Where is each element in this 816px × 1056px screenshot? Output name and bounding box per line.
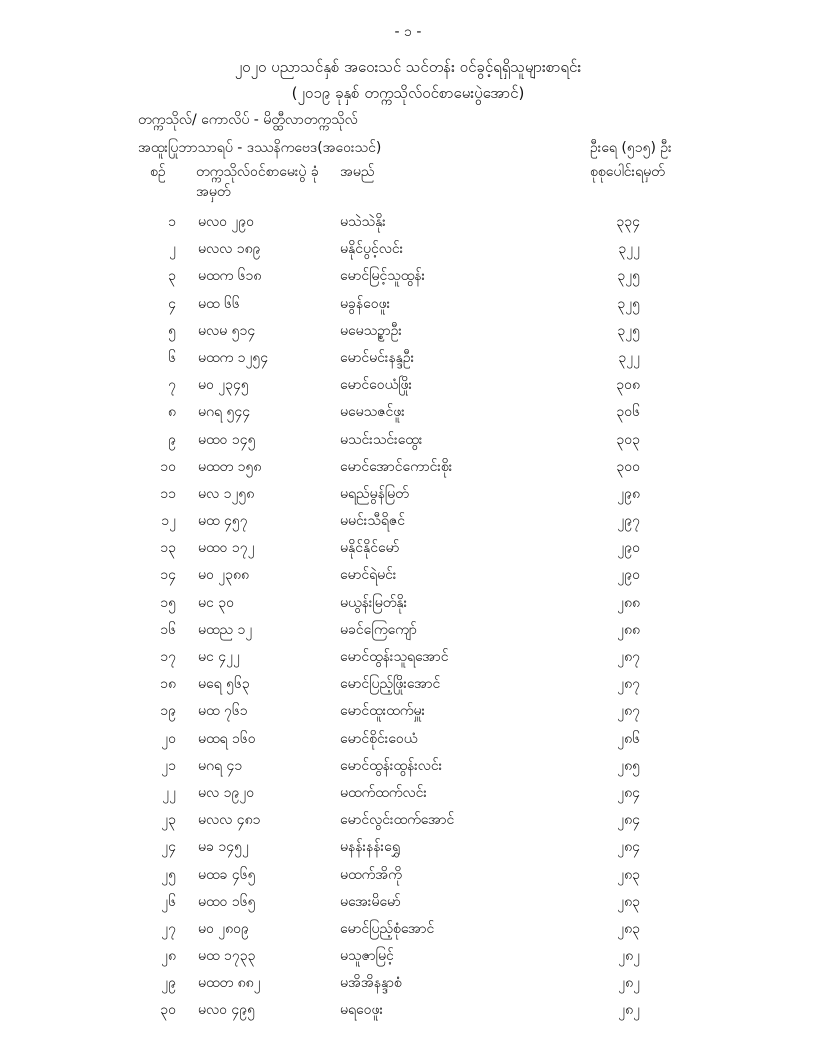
row-name: မအိအိနန္ဒာစံ: [340, 975, 402, 992]
row-roll-number: မထခ ၄၆၅: [198, 866, 256, 883]
row-roll-number: မထက ၁၂၅၄: [198, 349, 269, 366]
row-number: ၂၁: [161, 757, 176, 774]
row-name: မောင်ထူးထက်မှူး: [340, 703, 425, 720]
table-row: [0, 756, 816, 783]
row-roll-number: မထ ၇၆၁: [198, 703, 248, 720]
row-name: မခင်ကြေကျော်: [340, 621, 417, 638]
row-name: မသူဇာမြင့်: [340, 948, 394, 965]
row-total: ၂၈၈: [617, 621, 640, 638]
row-total: ၂၉၈: [617, 485, 640, 502]
table-row: [0, 701, 816, 728]
table-row: [0, 973, 816, 1000]
table-row: [0, 266, 816, 293]
row-total: ၂၈၄: [617, 812, 640, 829]
row-roll-number: မထဝ ၁၆၅: [198, 893, 256, 910]
row-roll-number: မဝ ၂၃၈၈: [198, 567, 250, 584]
table-row: [0, 565, 816, 592]
row-total: ၃၂၂: [618, 349, 640, 366]
row-roll-number: မလလ ၄၈၁: [198, 812, 261, 829]
row-total: ၂၈၈: [617, 594, 640, 611]
row-name: မနိုင်နိုင်မော်: [340, 540, 400, 557]
table-row: [0, 620, 816, 647]
row-total: ၂၈၄: [617, 784, 640, 801]
row-total: ၂၉၀: [617, 567, 640, 584]
row-number: ၂၉: [161, 975, 176, 992]
row-number: ၁၈: [160, 676, 176, 693]
row-roll-number: မလလ ၁၈၉: [198, 241, 261, 258]
row-roll-number: မထက ၆၁၈: [198, 268, 262, 285]
row-name: မောင်ထွန်းသူရအောင်: [340, 649, 449, 665]
row-name: မောင်မြင့်သူထွန်း: [340, 268, 426, 285]
row-roll-number: မရေ ၅၆၃: [198, 676, 250, 693]
row-total: ၂၈၇: [617, 676, 640, 693]
row-total: ၃၂၅: [617, 322, 640, 339]
header-roll: တက္ကသိုလ်ဝင်စာမေးပွဲ ခုံအမှတ်: [196, 164, 319, 200]
row-number: ၂၇: [161, 920, 176, 937]
row-roll-number: မထတ ၈၈၂: [198, 975, 261, 992]
table-row: [0, 865, 816, 892]
row-name: မမေသဇင်ဖူး: [340, 404, 405, 421]
table-row: [0, 729, 816, 756]
row-total: ၂၈၄: [617, 839, 640, 856]
row-total: ၂၉၀: [617, 540, 640, 557]
table-row: [0, 375, 816, 402]
table-row: [0, 647, 816, 674]
row-number: ၃: [168, 268, 176, 285]
row-roll-number: မဝ ၂၃၄၅: [198, 377, 249, 394]
row-number: ၁၇: [160, 649, 176, 665]
row-name: မောင်ထွန်းထွန်းလင်း: [340, 757, 443, 774]
table-row: [0, 674, 816, 701]
row-name: မရဝေဖူး: [340, 1002, 384, 1019]
header-total: စုစုပေါင်းရမှတ်: [590, 164, 665, 180]
row-number: ၉: [168, 431, 176, 448]
table-row: [0, 430, 816, 457]
table-row: [0, 593, 816, 620]
row-number: ၂၄: [161, 839, 176, 856]
row-roll-number: မလဝ ၂၉၀: [198, 214, 255, 230]
row-roll-number: မထဝ ၁၄၅: [198, 431, 256, 448]
row-total: ၃၀၀: [616, 458, 640, 475]
table-row: [0, 239, 816, 266]
row-name: မနိုင်ပွင့်လင်း: [340, 241, 404, 258]
row-total: ၃၂၅: [617, 295, 640, 312]
row-total: ၃၀၆: [616, 404, 640, 421]
row-total: ၂၉၇: [617, 513, 640, 530]
row-total: ၃၂၅: [617, 268, 640, 285]
row-roll-number: မလ ၁၂၅၈: [198, 485, 255, 502]
row-name: မောင်ပြည့်ဖြိုးအောင်: [340, 676, 441, 693]
row-roll-number: မဂရ ၅၄၄: [198, 404, 251, 421]
table-row: [0, 321, 816, 348]
row-name: မယွန်းမြတ်နိုး: [340, 594, 408, 611]
table-row: [0, 457, 816, 484]
row-number: ၁၂: [161, 513, 176, 530]
row-number: ၁၀: [160, 458, 176, 475]
row-roll-number: မထ ၄၅၇: [198, 513, 248, 530]
row-number: ၂၅: [161, 866, 176, 883]
table-row: [0, 212, 816, 239]
row-number: ၈: [168, 404, 176, 421]
row-roll-number: မင ၃၀: [198, 594, 234, 611]
row-total: ၂၈၂: [618, 975, 640, 992]
row-number: ၂၂: [162, 784, 176, 801]
table-row: [0, 919, 816, 946]
row-name: မမင်းသီရိဇင်: [340, 513, 405, 530]
row-name: မထက်အိကို: [340, 866, 402, 883]
row-name: မောင်လွင်းထက်အောင်: [340, 812, 455, 829]
row-number: ၁၃: [160, 540, 176, 557]
row-total: ၂၈၇: [617, 649, 640, 665]
table-row: [0, 484, 816, 511]
row-number: ၅: [168, 322, 176, 339]
row-number: ၂: [169, 241, 176, 258]
row-number: ၁၁: [160, 485, 176, 502]
table-row: [0, 810, 816, 837]
row-roll-number: မခ ၁၄၅၂: [198, 839, 249, 856]
row-number: ၁: [168, 214, 176, 230]
table-row: [0, 837, 816, 864]
row-roll-number: မထတ ၁၅၈: [198, 458, 262, 475]
row-number: ၂၃: [161, 812, 176, 829]
row-name: မောင်ရဲမင်း: [340, 567, 397, 584]
row-number: ၂၆: [161, 893, 176, 910]
row-total: ၂၈၃: [617, 920, 640, 937]
row-number: ၁၄: [160, 567, 176, 584]
row-total: ၃၀၃: [616, 431, 640, 448]
row-number: ၃၀: [160, 1002, 176, 1019]
row-name: မရည်မွန်မြတ်: [340, 485, 409, 502]
row-roll-number: မထ ၁၇၃၃: [198, 948, 256, 965]
student-count: ဦးရေ (၅၁၅) ဦး: [590, 140, 672, 156]
row-total: ၃၂၂: [618, 241, 640, 258]
row-number: ၁၆: [160, 621, 176, 638]
table-row: [0, 538, 816, 565]
row-roll-number: မင ၄၂၂: [198, 649, 240, 665]
row-total: ၂၈၃: [617, 893, 640, 910]
major-line: အထူးပြုဘာသာရပ် - ဒဿနိကဗေဒ(အဝေးသင်): [138, 140, 382, 156]
table-row: [0, 402, 816, 429]
row-total: ၂၈၇: [617, 703, 640, 720]
row-total: ၂၈၃: [617, 866, 640, 883]
row-number: ၇: [168, 377, 176, 394]
table-row: [0, 294, 816, 321]
row-name: မအေးမိမော်: [340, 893, 401, 910]
row-number: ၄: [168, 295, 176, 312]
table-row: [0, 892, 816, 919]
row-total: ၃၃၄: [616, 214, 640, 230]
row-roll-number: မဂရ ၄၁: [198, 757, 243, 774]
row-name: မနန်းနန်းရွှေ: [340, 839, 401, 856]
row-roll-number: မလဝ ၄၉၅: [198, 1002, 256, 1019]
row-name: မောင်အောင်ကောင်းစိုး: [340, 458, 453, 475]
row-name: မခွန်ဝေဖူး: [340, 295, 391, 312]
row-roll-number: မထည ၁၂: [198, 621, 253, 638]
row-roll-number: မထဝ ၁၇၂: [198, 540, 255, 557]
row-name: မသဲသဲနိုး: [340, 214, 386, 230]
row-number: ၆: [168, 349, 176, 366]
header-name: အမည်: [340, 164, 375, 180]
row-name: မောင်ပြည့်စုံအောင်: [340, 920, 435, 937]
row-total: ၂၈၂: [618, 948, 640, 965]
document-subtitle: (၂၀၁၉ ခုနှစ် တက္ကသိုလ်ဝင်စာမေးပွဲအောင်): [291, 84, 525, 102]
row-roll-number: မလမ ၅၁၄: [198, 322, 256, 339]
table-row: [0, 783, 816, 810]
table-row: [0, 348, 816, 375]
page-number: - ၁ -: [394, 24, 422, 40]
row-roll-number: မဝ ၂၈၀၉: [198, 920, 249, 937]
row-name: မောင်ဝေယံဖြိုး: [340, 377, 413, 394]
header-no: စဉ်: [150, 164, 166, 180]
document-title: ၂၀၂၀ ပညာသင်နှစ် အဝေးသင် သင်တန်း ဝင်ခွင့်ရရှိသူများစာရင်း: [234, 58, 582, 76]
row-name: မောင်စိုင်းဝေယံ: [340, 730, 418, 747]
row-number: ၂၈: [161, 948, 176, 965]
row-total: ၃၀၈: [616, 377, 640, 394]
row-total: ၂၈၅: [617, 757, 640, 774]
row-roll-number: မလ ၁၉၂၀: [198, 784, 255, 801]
row-roll-number: မထရ ၁၆၀: [198, 730, 256, 747]
university-line: တက္ကသိုလ်/ ကောလိပ် - မိတ္ထီလာတက္ကသိုလ်: [138, 112, 358, 128]
row-number: ၂၀: [161, 730, 176, 747]
table-row: [0, 1000, 816, 1027]
row-name: မောင်မင်းနန္ဒဦး: [340, 349, 415, 366]
results-list: [0, 212, 816, 1028]
row-name: မသင်းသင်းထွေး: [340, 431, 423, 448]
row-number: ၁၉: [160, 703, 176, 720]
row-name: မထက်ထက်လင်း: [340, 784, 427, 801]
row-roll-number: မထ ၆၆: [198, 295, 240, 312]
row-name: မမေသဥ္စာဦး: [340, 322, 402, 339]
row-number: ၁၅: [160, 594, 176, 611]
table-row: [0, 946, 816, 973]
row-total: ၂၈၂: [618, 1002, 640, 1019]
table-row: [0, 511, 816, 538]
row-total: ၂၈၆: [617, 730, 640, 747]
